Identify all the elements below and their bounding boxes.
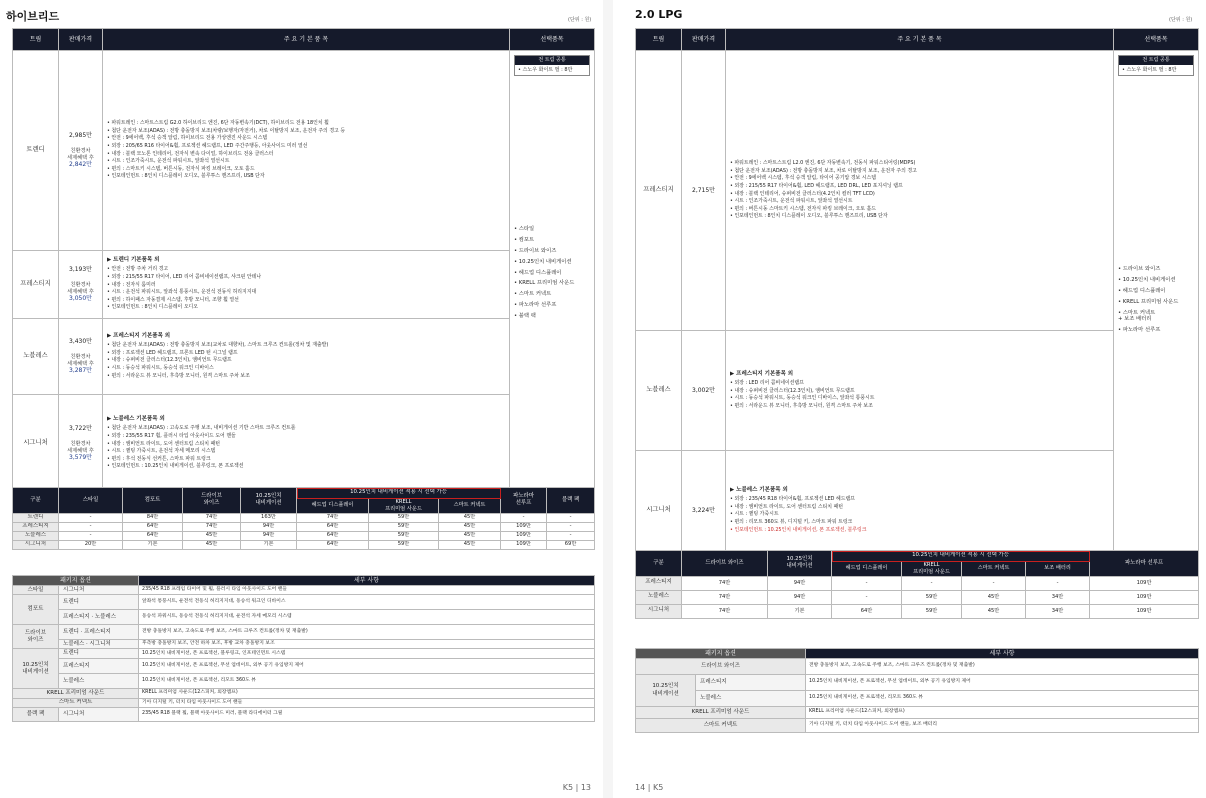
trim-price: 3,430만 [69,337,92,345]
grid-header: 10.25인치 내비게이션 [241,488,297,514]
feature-item: • 내장 : 블랙 인테리어, 슈퍼비전 클러스터(4.2인치 컬러 TFT LCD) [730,190,875,197]
grid-cell: 94만 [768,590,832,604]
price-table [635,28,1199,571]
trim-price-cell [682,331,726,451]
tax-benefit-label: 친환경차 세제혜택 후 [67,440,94,454]
grid-cell: 94만 [768,576,832,590]
tax-benefit-label: 친환경차 세제혜택 후 [67,147,94,161]
trim-price: 3,224만 [692,506,715,514]
spec-trim-label: 노블레스 [696,691,806,707]
feature-item: • 시트 : 인조가죽시트, 운전석 파워시트, 앞좌석 열선시트 [107,158,230,165]
grid-row [13,540,595,549]
spec-description: 앞좌석 통풍시트, 운전석 전동식 허리지지대, 동승석 워크인 디바이스 [139,595,595,610]
spec-row [13,610,595,625]
grid-cell: 59만 [369,540,439,549]
spec-description: KRELL 프리미엄 사운드(12스피커, 외장앰프) [806,707,1199,719]
spec-row [13,674,595,689]
grid-cell: - [832,590,902,604]
spec-description: 10.25인치 내비게이션, 폰 프로젝션, 리모트 360도 뷰 [806,691,1199,707]
feature-item: • 편의 : 하이패스 자동결제 시스템, 후방 모니터, 조향 휠 열선 [107,296,239,303]
spec-row [13,689,595,698]
spec-description: 10.25인치 내비게이션, 폰 프로젝션, 무선 업데이트, 외부 공기 유입방지 제어 [139,659,595,674]
grid-cell: 74만 [183,522,241,531]
feature-item: • 시트 : 동승석 파워시트, 동승석 워크인 디바이스 [107,365,214,372]
feature-item: • 첨단 운전자 보조(ADAS) : 고속도로 주행 보조, 내비게이션 기반 스마트 크루즈 컨트롤 [107,425,296,432]
spec-description: 동승석 파워시트, 동승석 전동식 허리지지대, 운전석 자세 메모리 시스템 [139,610,595,625]
trim-price: 3,002만 [692,386,715,394]
trim-row [636,51,1199,331]
grid-cell: 64만 [123,522,183,531]
spec-description: 기아 디지털 키, 터치 타입 아웃사이드 도어 핸들, 보조 배터리 [806,719,1199,733]
grid-row-label: 시그니처 [636,604,682,618]
feature-item: • 내장 : 앰비언트 라이트, 도어 센터트림 스티치 패턴 [730,503,844,510]
common-option-title: 전 트림 공통 [515,56,589,65]
spec-description: KRELL 프리미엄 사운드(12스피커, 외장앰프) [139,689,595,698]
grid-cell: 59만 [369,522,439,531]
grid-cell: 45만 [183,540,241,549]
grid-cell: 64만 [832,604,902,618]
feature-item: • 외장 : 235/55 R17 휠, 플러시 타입 아웃사이드 도어 핸들 [107,432,236,439]
grid-cell: - [59,522,123,531]
spec-trim-label: 프레스티지 [696,675,806,691]
option-list-item: • 드라이브 와이즈 [514,247,557,254]
trim-price: 2,985만 [69,131,92,139]
grid-cell: 59만 [369,531,439,540]
feature-item: • 편의 : 스마트키 시스템, 버튼시동, 전자식 파킹 브레이크, 오토 홀드 [107,165,255,172]
spec-group-label: 스마트 커넥트 [13,698,139,707]
grid-cell: 45만 [439,513,501,522]
trim-price-cell [59,319,103,395]
grid-cell: 20만 [59,540,123,549]
spec-header: 세부 사항 [806,649,1199,659]
spec-description: 235/45 R18 프레임 타이어 및 휠, 플러시 타입 아웃사이드 도어 핸들 [139,586,595,595]
trim-name: 프레스티지 [636,51,682,331]
trim-row [13,319,595,395]
right-page [603,0,1206,798]
grid-cell: 45만 [183,531,241,540]
page-footer: K5 | 13 [562,783,591,792]
feature-item: • 외장 : LED 리어 콤비네이션램프 [730,379,804,386]
trim-features [103,251,510,319]
feature-item: • 내장 : 전자식 룸미러 [107,281,156,288]
feature-item: • 시트 : 인조가죽시트, 운전석 파워시트, 앞좌석 열선시트 [730,198,853,205]
option-list-item: • 10.25인치 내비게이션 [514,258,572,265]
grid-group-header: 10.25인치 내비게이션 적용 시 선택 가능 [297,488,501,499]
grid-group-header: 10.25인치 내비게이션 적용 시 선택 가능 [832,551,1090,562]
tax-benefit-label: 친환경차 세제혜택 후 [67,353,94,367]
trim-row [13,251,595,319]
grid-cell: - [902,576,962,590]
grid-cell: 45만 [439,522,501,531]
spec-description: 10.25인치 내비게이션, 폰 프로젝션, 블루링크, 인포테인먼트 시스템 [139,649,595,659]
spec-group-label: 스마트 커넥트 [636,719,806,733]
spec-description: 후측방 충돌방지 보조, 안전 하차 보조, 후방 교차 충돌방지 보조 [139,640,595,649]
trim-features [726,331,1114,451]
page-title: 하이브리드 [6,10,60,23]
grid-subheader: KRELL 프리미엄 사운드 [369,499,439,514]
header-trim: 트림 [636,29,682,51]
grid-row-label: 프레스티지 [636,576,682,590]
grid-cell: - [59,513,123,522]
package-spec-table [635,648,1199,733]
grid-row-label: 노블레스 [13,531,59,540]
grid-cell: 64만 [123,531,183,540]
spec-group-label: 10.25인치 내비게이션 [13,649,59,689]
trim-name: 노블레스 [13,319,59,395]
trim-row [13,395,595,493]
page-footer: 14 | K5 [635,783,664,792]
grid-cell: 45만 [439,540,501,549]
feature-item: • 인포테인먼트 : 10.25인치 내비게이션, 폰 프로젝션, 블루링크 [730,526,867,533]
feature-item: • 외장 : 215/55 R17 타이어, LED 리어 콤비네이션램프, 샤크핀 안테나 [107,273,262,280]
spec-row [13,625,595,640]
grid-cell: 34만 [1026,590,1090,604]
spec-trim-label: 프레스티지 [59,659,139,674]
spec-header: 세부 사항 [139,576,595,586]
grid-header: 드라이브 와이즈 [682,551,768,577]
grid-cell: 64만 [297,531,369,540]
spec-trim-label: 트렌디 [59,649,139,659]
grid-subheader: 스마트 커넥트 [439,499,501,514]
tax-benefit-label: 친환경차 세제혜택 후 [67,281,94,295]
option-list-item: • 헤드업 디스플레이 [1118,287,1166,294]
grid-cell: - [547,513,595,522]
spec-row [13,586,595,595]
spec-row [13,640,595,649]
spec-trim-label: 프레스티지 · 노블레스 [59,610,139,625]
trim-price-cell [59,251,103,319]
feature-item: • 시트 : 운전석 파워시트, 앞좌석 통풍시트, 운전석 전동식 허리지지대 [107,289,257,296]
grid-cell: 45만 [962,590,1026,604]
common-option-box [514,55,590,76]
grid-cell: 94만 [241,522,297,531]
header-features: 주 요 기 본 품 목 [726,29,1114,51]
option-list-item: • 스타일 [514,226,535,232]
spec-header-row [13,576,595,586]
option-list-item: • KRELL 프리미엄 사운드 [1118,298,1179,305]
spec-group-label: KRELL 프리미엄 사운드 [636,707,806,719]
trim-price-cell [59,51,103,251]
trim-price-after-benefit: 3,287만 [69,367,92,375]
grid-cell: - [59,531,123,540]
grid-cell: - [501,513,547,522]
feature-item: • 편의 : 후석 전동식 선커튼, 스마트 파워 트렁크 [107,455,211,462]
grid-row [636,604,1199,618]
header-options: 선택품목 [510,29,595,51]
trim-price: 3,193만 [69,265,92,273]
grid-cell: - [962,576,1026,590]
common-option-value: • 스노우 화이트 펄 : 8만 [518,66,573,73]
header-price: 판매가격 [682,29,726,51]
grid-row-label: 시그니처 [13,540,59,549]
grid-cell: - [832,576,902,590]
feature-heading: ▶ 노블레스 기본품목 외 [730,486,788,493]
trim-price: 3,722만 [69,424,92,432]
spec-row [13,649,595,659]
grid-cell: 59만 [902,604,962,618]
option-list-item: • 스마트 커넥트 [514,291,552,298]
feature-item: • 인포테인먼트 : 8인치 디스플레이 오디오, 블루투스 핸즈프리, USB 단자 [107,173,265,180]
spec-description: 10.25인치 내비게이션, 폰 프로젝션, 무선 업데이트, 외부 공기 유입방지 제어 [806,675,1199,691]
grid-cell: 109만 [501,531,547,540]
option-cell [510,51,595,493]
header-trim: 트림 [13,29,59,51]
feature-item: • 인포테인먼트 : 10.25인치 내비게이션, 블루링크, 폰 프로젝션 [107,463,244,470]
common-option-value: • 스노우 화이트 펄 : 8만 [1122,66,1177,73]
feature-item: • 첨단 운전자 보조(ADAS) : 전방 충돌방지 보조(차량/보행자/자전거), 차로 이탈방지 보조, 운전자 주의 경고 등 [107,127,346,134]
spec-description: 10.25인치 내비게이션, 폰 프로젝션, 리모트 360도 뷰 [139,674,595,689]
feature-item: • 외장 : 프로젝션 LED 헤드램프, 프론트 LED 턴 시그널 램프 [107,349,238,356]
grid-subheader: KRELL 프리미엄 사운드 [902,562,962,577]
spec-group-label: 드라이브 와이즈 [636,659,806,675]
grid-header: 파노라마 선루프 [501,488,547,514]
feature-item: • 시트 : 동승석 파워시트, 동승석 워크인 디바이스, 앞좌석 통풍시트 [730,395,875,402]
page-title: 2.0 LPG [635,8,683,21]
feature-heading: ▶ 프레스티지 기본품목 외 [107,332,171,339]
common-option-box [1118,55,1194,76]
feature-item: • 안전 : 9에어백, 후석 승객 알림, 하이브리드 전용 가상엔진 사운드 시스템 [107,135,268,142]
spec-group-label: 드라이브 와이즈 [13,625,59,649]
common-option-title: 전 트림 공통 [1119,56,1193,65]
spec-row [13,659,595,674]
feature-item: • 인포테인먼트 : 8인치 디스플레이 오디오, 블루투스 핸즈프리, USB 단자 [730,213,888,220]
spec-group-label: 컴포트 [13,595,59,625]
trim-price-cell [682,51,726,331]
grid-cell: 109만 [1090,604,1199,618]
feature-item: • 파워트레인 : 스마트스트림 L2.0 엔진, 6단 자동변속기, 전동식 파워스티어링(MDPS) [730,160,916,167]
grid-header-row [636,551,1199,562]
option-list-item: • 파노라마 선루프 [1118,327,1161,334]
spec-description: 기아 디지털 키, 터치 타입 아웃사이드 도어 핸들 [139,698,595,707]
grid-row-label: 노블레스 [636,590,682,604]
feature-item: • 내장 : 슈퍼비전 클러스터(12.3인치), 앰비언트 무드램프 [730,387,855,394]
grid-cell: 109만 [1090,590,1199,604]
option-list-item: • 헤드업 디스플레이 [514,269,562,276]
trim-price-after-benefit: 3,579만 [69,454,92,462]
package-spec-table [12,575,595,722]
spec-description: 전방 충돌방지 보조, 고속도로 주행 보조, 스마트 크루즈 컨트롤(정차 및 재출발) [139,625,595,640]
grid-cell: - [547,522,595,531]
spec-description: 전방 충돌방지 보조, 고속도로 주행 보조, 스마트 크루즈 컨트롤(정차 및 재출발) [806,659,1199,675]
spec-header-row [636,649,1199,659]
grid-cell: 94만 [241,531,297,540]
trim-name: 노블레스 [636,331,682,451]
feature-item: • 시트 : 퀼팅 가죽시트 [730,511,779,518]
spec-row [636,719,1199,733]
trim-features [103,319,510,395]
option-list-item: • 컴포트 [514,236,535,243]
grid-cell: - [1026,576,1090,590]
feature-item: • 첨단 운전자 보조(ADAS) : 전방 충돌방지 보조(교차로 대향차), 스마트 크루즈 컨트롤(정차 및 재출발) [107,342,329,349]
feature-item: • 내장 : 앰비언트 라이트, 도어 센터트림 스티치 패턴 [107,440,221,447]
spec-trim-label: 시그니처 [59,707,139,721]
spec-trim-label: 트렌디 · 프레스티지 [59,625,139,640]
feature-item: • 안전 : 9에어백 시스템, 후석 승객 알림, 타이어 공기압 경보 시스템 [730,175,876,182]
grid-cell: 109만 [501,540,547,549]
feature-heading: ▶ 노블레스 기본품목 외 [107,415,165,422]
spec-row [13,707,595,721]
trim-name: 프레스티지 [13,251,59,319]
option-list-item: • KRELL 프리미엄 사운드 [514,280,575,287]
unit-note: (단위 : 원) [1169,17,1193,23]
spec-trim-label: 시그니처 [59,586,139,595]
feature-item: • 외장 : 235/45 R18 타이어&휠, 프로젝션 LED 헤드램프 [730,496,855,503]
price-table [12,28,595,493]
grid-cell: 45만 [962,604,1026,618]
trim-row [13,51,595,251]
spec-group-label: 10.25인치 내비게이션 [636,675,696,707]
grid-cell: 59만 [902,590,962,604]
grid-header: 구분 [13,488,59,514]
grid-header: 스타일 [59,488,123,514]
trim-price-cell [59,395,103,493]
grid-cell: 74만 [682,604,768,618]
trim-name: 시그니처 [636,451,682,571]
spec-group-label: 스타일 [13,586,59,595]
spec-header: 패키지 옵션 [13,576,139,586]
spec-row [13,698,595,707]
spec-row [636,659,1199,675]
spec-trim-label: 노블레스 · 시그니처 [59,640,139,649]
grid-row [13,531,595,540]
grid-header: 드라이브 와이즈 [183,488,241,514]
feature-item: • 파워트레인 : 스마트스트림 G2.0 하이브리드 엔진, 6단 자동변속기(DCT), 하이브리드 전용 18인치 휠 [107,120,329,127]
grid-header: 컴포트 [123,488,183,514]
grid-cell: 34만 [1026,604,1090,618]
grid-cell: 74만 [682,576,768,590]
trim-price-after-benefit: 3,050만 [69,295,92,303]
grid-cell: 69만 [547,540,595,549]
feature-item: • 첨단 운전자 보조(ADAS) : 전방 충돌방지 보조, 차로 이탈방지 보조, 운전자 주의 경고 [730,167,917,174]
grid-cell: 74만 [183,513,241,522]
feature-item: • 외장 : 215/55 R17 타이어&휠, LED 헤드램프, LED DRL, LED 포지셔닝 램프 [730,182,903,189]
grid-row [13,513,595,522]
feature-item: • 편의 : 서라운드 뷰 모니터, 후측방 모니터, 원격 스마트 주차 보조 [730,402,873,409]
feature-heading: ▶ 프레스티지 기본품목 외 [730,370,794,377]
spec-row [13,595,595,610]
header-options: 선택품목 [1114,29,1199,51]
feature-item: • 내장 : 블랙 모노톤 인테리어, 전자식 변속 다이얼, 하이브리드 전용 클러스터 [107,150,274,157]
grid-row [13,522,595,531]
option-price-grid [12,487,595,550]
option-list-item: • 드라이브 와이즈 [1118,266,1161,272]
grid-subheader: 헤드업 디스플레이 [297,499,369,514]
spec-trim-label: 트렌디 [59,595,139,610]
grid-cell: 163만 [241,513,297,522]
grid-cell: - [547,531,595,540]
grid-subheader: 스마트 커넥트 [962,562,1026,577]
feature-item: • 편의 : 버튼시동 스마트키 시스템, 전자식 파킹 브레이크, 오토 홀드 [730,205,877,212]
option-list [1118,266,1194,334]
grid-row-label: 프레스티지 [13,522,59,531]
grid-row-label: 트렌디 [13,513,59,522]
option-list-item: • 10.25인치 내비게이션 [1118,276,1176,283]
option-list-item: • 블랙 팩 [514,313,536,319]
spec-row [636,691,1199,707]
header-price: 판매가격 [59,29,103,51]
spec-group-label: KRELL 프리미엄 사운드 [13,689,139,698]
grid-cell: 109만 [501,522,547,531]
grid-row [636,590,1199,604]
feature-item: • 편의 : 서라운드 뷰 모니터, 후측방 모니터, 원격 스마트 주차 보조 [107,372,250,379]
grid-cell: 기본 [768,604,832,618]
trim-price-after-benefit: 2,842만 [69,161,92,169]
grid-cell: 64만 [297,540,369,549]
trim-name: 시그니처 [13,395,59,493]
trim-price: 2,715만 [692,186,715,194]
feature-item: • 안전 : 전방 주차 거리 경고 [107,266,169,273]
spec-row [636,675,1199,691]
grid-header: 10.25인치 내비게이션 [768,551,832,577]
grid-header: 블랙 팩 [547,488,595,514]
spec-header: 패키지 옵션 [636,649,806,659]
feature-item: • 편의 : 리모트 360도 뷰, 디지털 키, 스마트 파워 트렁크 [730,519,853,526]
trim-features [726,51,1114,331]
grid-subheader: 보조 배터리 [1026,562,1090,577]
feature-item: • 시트 : 퀼팅 가죽시트, 운전석 자세 메모리 시스템 [107,448,216,455]
header-features: 주 요 기 본 품 목 [103,29,510,51]
grid-cell: 기본 [241,540,297,549]
grid-cell: 74만 [682,590,768,604]
grid-header: 구분 [636,551,682,577]
grid-header: 파노라마 선루프 [1090,551,1199,577]
option-list-item: • 스마트 커넥트 + 보조 배터리 [1118,309,1156,323]
grid-cell: 109만 [1090,576,1199,590]
grid-subheader: 헤드업 디스플레이 [832,562,902,577]
option-price-grid [635,550,1199,619]
spec-row [636,707,1199,719]
spec-group-label: 블랙 팩 [13,707,59,721]
grid-cell: 45만 [439,531,501,540]
grid-header-row [13,488,595,499]
option-list [514,226,590,320]
unit-note: (단위 : 원) [568,17,592,23]
grid-cell: 74만 [297,513,369,522]
option-cell [1114,51,1199,571]
option-list-item: • 파노라마 선루프 [514,302,557,309]
feature-item: • 내장 : 슈퍼비전 클러스터(12.3인치), 앰비언트 무드램프 [107,357,232,364]
spec-trim-label: 노블레스 [59,674,139,689]
trim-features [103,51,510,251]
trim-name: 트렌디 [13,51,59,251]
trim-features [103,395,510,493]
grid-row [636,576,1199,590]
spec-description: 235/45 R18 블랙 휠, 블랙 아웃사이드 미러, 블랙 라디에이터 그릴 [139,707,595,721]
grid-cell: 59만 [369,513,439,522]
grid-cell: 84만 [123,513,183,522]
grid-cell: 기본 [123,540,183,549]
grid-cell: 64만 [297,522,369,531]
feature-heading: ▶ 트렌디 기본품목 외 [107,256,160,263]
feature-item: • 인포테인먼트 : 8인치 디스플레이 오디오 [107,304,199,311]
feature-item: • 외장 : 205/65 R16 타이어&휠, 프로젝션 헤드램프, LED 주간주행등, 아웃사이드 미러 열선 [107,142,308,149]
